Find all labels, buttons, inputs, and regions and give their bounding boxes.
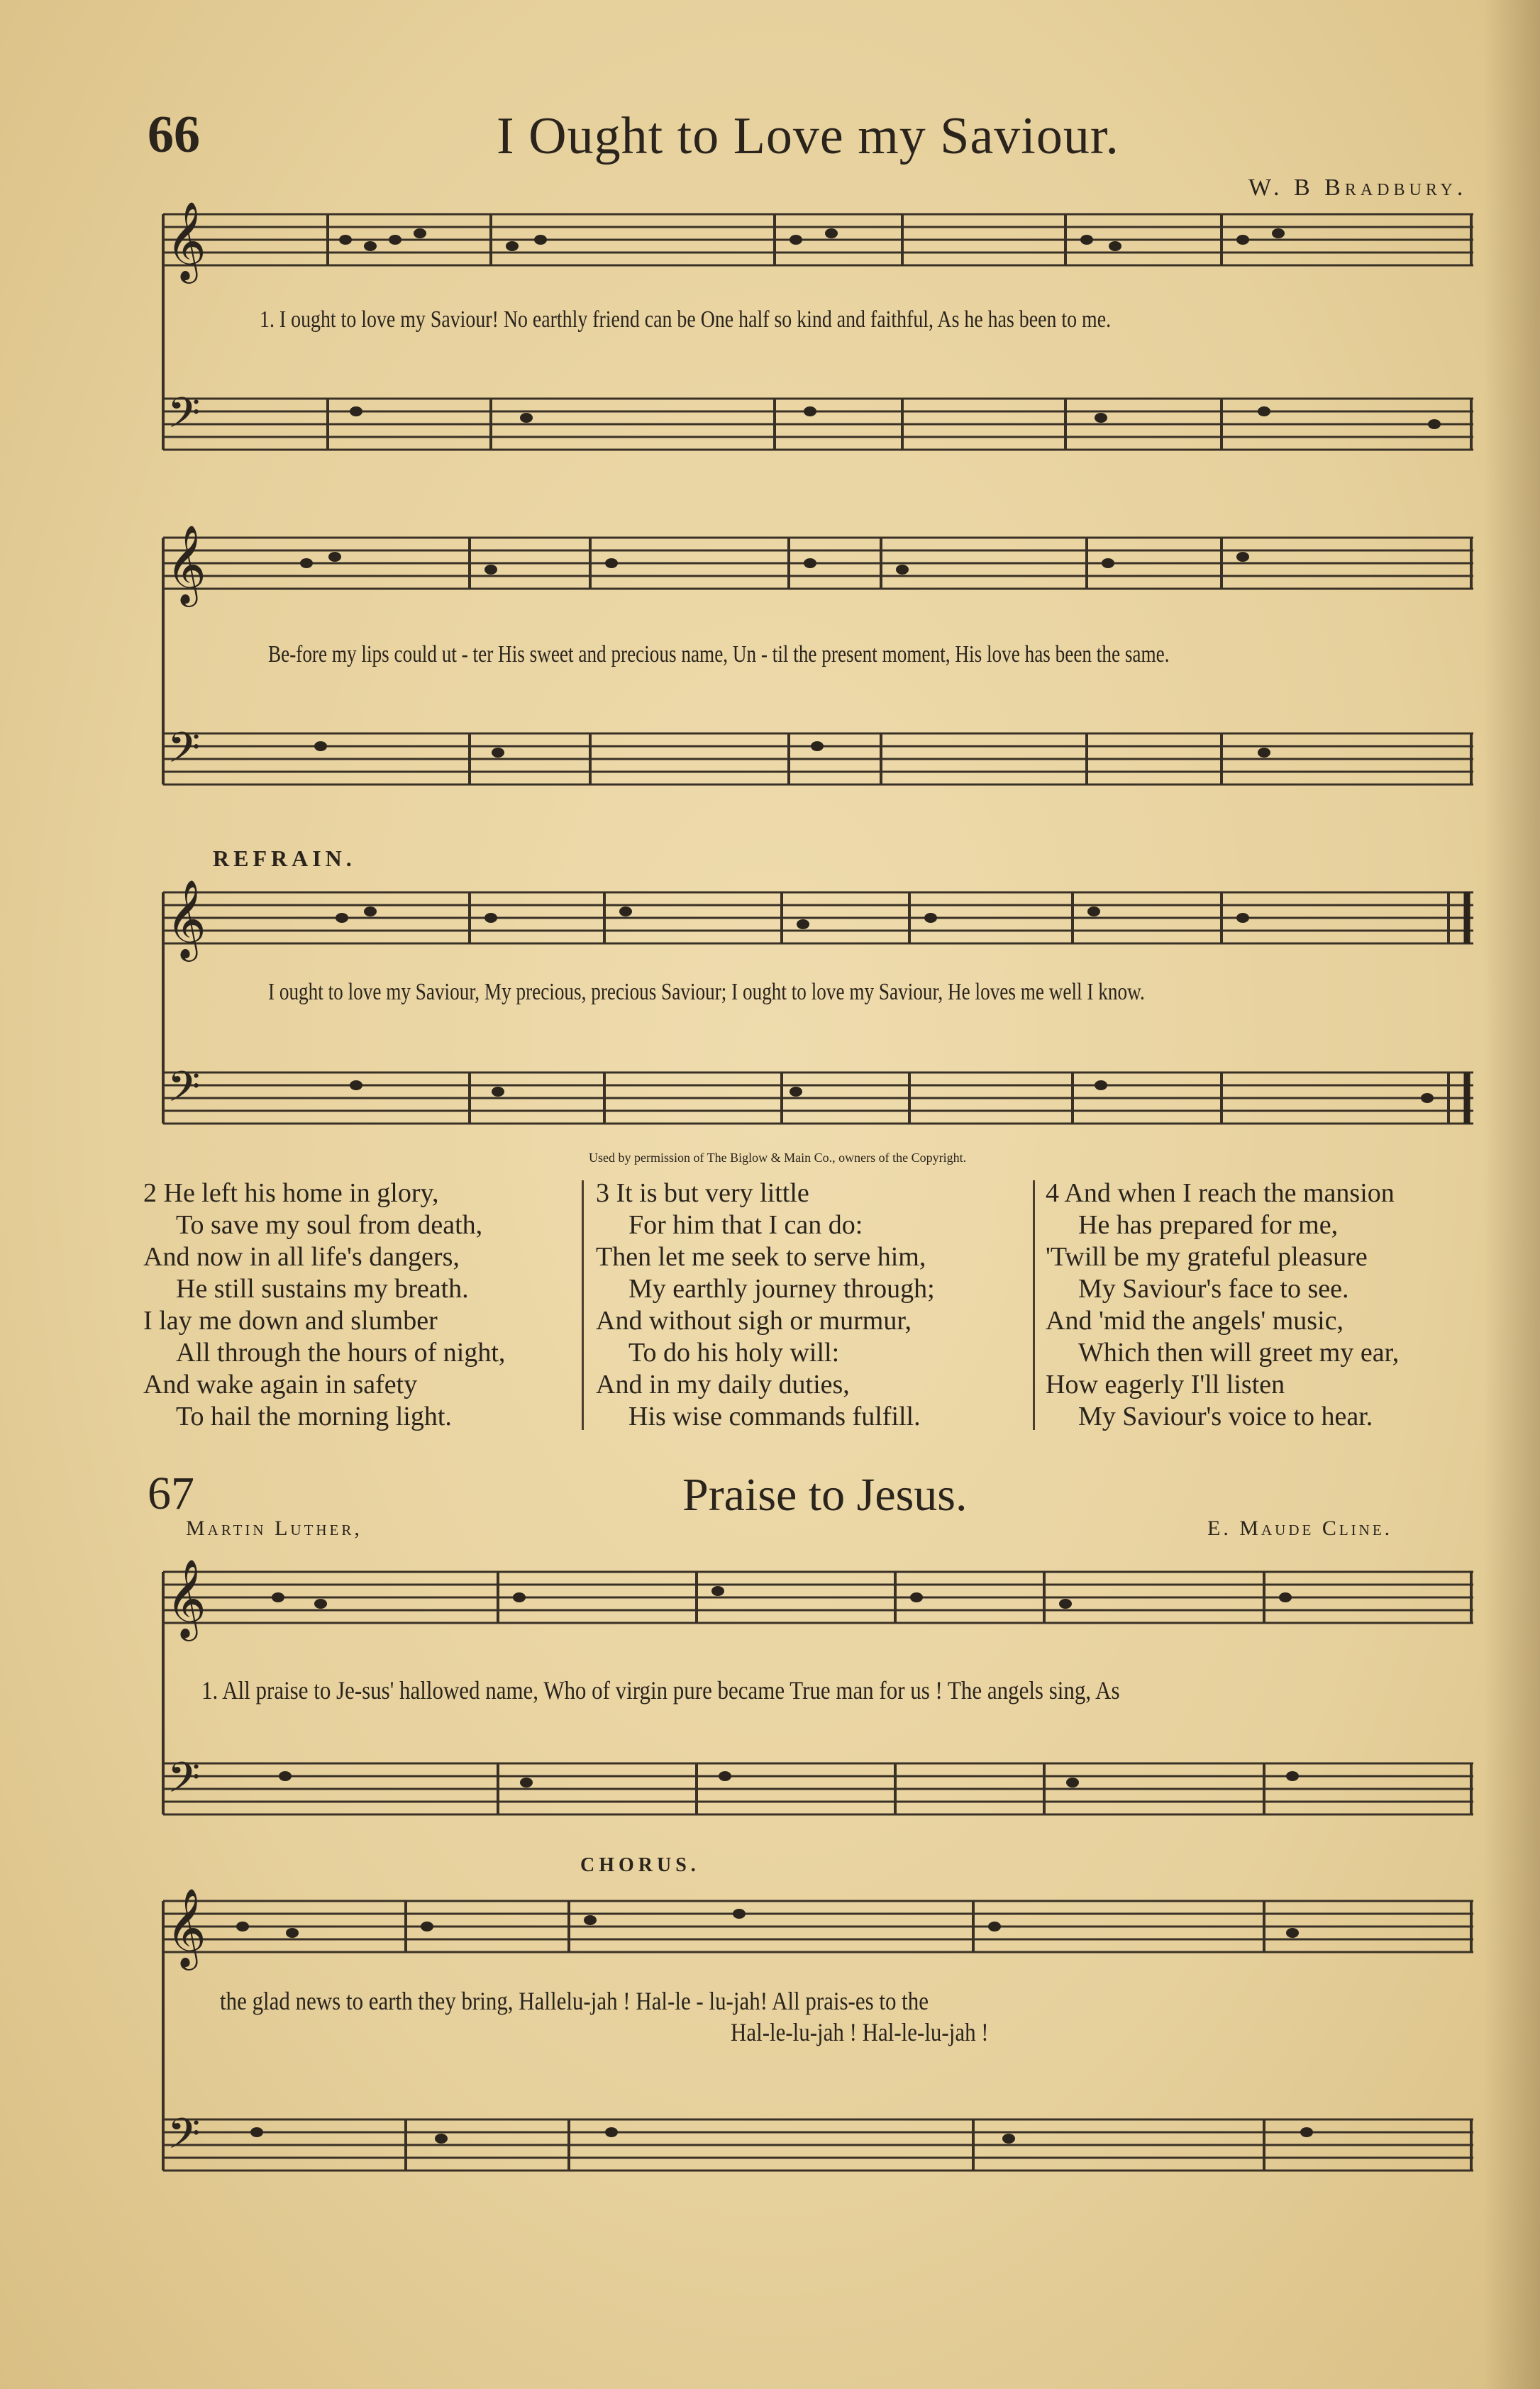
bass-staff-67-1: [163, 1753, 1473, 1814]
hymn-66-title: I Ought to Love my Saviour.: [497, 107, 1119, 165]
verse-line: And 'mid the angels' music,: [1046, 1306, 1344, 1336]
bass-staff-2: [163, 723, 1473, 785]
verse-line: My Saviour's voice to hear.: [1078, 1402, 1373, 1431]
verse-line: 3 It is but very little: [596, 1178, 809, 1208]
verse-line: I lay me down and slumber: [143, 1306, 438, 1336]
hymn-66-composer: W. B Bradbury.: [1248, 174, 1468, 201]
verse-line: To save my soul from death,: [176, 1210, 483, 1240]
treble-clef-icon: 𝄞: [166, 1888, 206, 1967]
hymn-66-lyrics-line-1: 1. I ought to love my Saviour! No earthly friend can be One half so kind and faithful, As he has been to me.: [260, 306, 1112, 333]
treble-staff-67-2: [163, 1888, 1473, 1970]
bass-staff-1: [163, 388, 1473, 450]
copyright-notice: Used by permission of The Biglow & Main Co., owners of the Copyright.: [589, 1151, 967, 1165]
hymn-67-lyrics-line-2: the glad news to earth they bring, Hallelu-jah ! Hal-le - lu-jah! All prais-es to the: [220, 1987, 929, 2015]
verse-line: For him that I can do:: [628, 1210, 863, 1240]
verse-line: To do his holy will:: [628, 1338, 840, 1368]
verse-line: To hail the morning light.: [176, 1402, 452, 1431]
verse-line: 'Twill be my grateful pleasure: [1046, 1242, 1368, 1272]
verse-line: My Saviour's face to see.: [1078, 1274, 1349, 1304]
verse-divider: [1033, 1180, 1035, 1430]
verse-line: Which then will greet my ear,: [1078, 1338, 1400, 1368]
bass-staff-refrain: [163, 1062, 1473, 1124]
verse-line: He has prepared for me,: [1078, 1210, 1339, 1240]
treble-clef-icon: 𝄞: [166, 879, 206, 958]
verse-line: He still sustains my breath.: [176, 1274, 469, 1304]
hymn-67-lyrics-line-2b: Hal-le-lu-jah ! Hal-le-lu-jah !: [731, 2018, 989, 2046]
verse-line: And wake again in safety: [143, 1370, 418, 1399]
hymn-66-lyrics-line-2: Be-fore my lips could ut - ter His sweet and precious name, Un - til the present moment, His love has been the same.: [268, 641, 1170, 667]
page-edge-shadow: [1483, 0, 1540, 2389]
treble-clef-icon: 𝄞: [166, 1558, 206, 1638]
hymn-67-lyrics-line-1: 1. All praise to Je-sus' hallowed name, Who of virgin pure became True man for us ! The angels sing, As: [201, 1676, 1120, 1705]
hymn-67-author: Martin Luther,: [186, 1517, 362, 1540]
bass-staff-67-2: [163, 2109, 1473, 2171]
bass-clef-icon: 𝄢: [167, 1062, 201, 1121]
bass-clef-icon: 𝄢: [167, 723, 201, 782]
verse-4: [1046, 1177, 1399, 1433]
treble-staff-1: [163, 201, 1473, 284]
verse-line: And without sigh or murmur,: [596, 1306, 912, 1336]
verse-line: All through the hours of night,: [176, 1338, 506, 1368]
verse-line: How eagerly I'll listen: [1046, 1370, 1285, 1399]
verse-2: [143, 1177, 505, 1433]
verse-line: My earthly journey through;: [628, 1274, 935, 1304]
verse-line: 4 And when I reach the mansion: [1046, 1178, 1395, 1208]
hymn-67-composer: E. Maude Cline.: [1207, 1517, 1393, 1540]
page-number: 66: [148, 106, 200, 164]
bass-clef-icon: 𝄢: [167, 1753, 201, 1812]
verse-line: And now in all life's dangers,: [143, 1242, 460, 1272]
verse-line: 2 He left his home in glory,: [143, 1178, 439, 1208]
treble-staff-refrain: [163, 879, 1473, 962]
treble-clef-icon: 𝄞: [166, 201, 206, 280]
chorus-label: CHORUS.: [580, 1854, 700, 1876]
refrain-lyrics: I ought to love my Saviour, My precious, precious Saviour; I ought to love my Saviour, He loves me well I know.: [268, 979, 1145, 1005]
refrain-label: REFRAIN.: [213, 846, 356, 871]
verse-line: And in my daily duties,: [596, 1370, 850, 1399]
bass-clef-icon: 𝄢: [167, 2109, 201, 2168]
treble-staff-2: [163, 524, 1473, 607]
verse-line: His wise commands fulfill.: [628, 1402, 921, 1431]
treble-staff-67-1: [163, 1558, 1473, 1641]
verse-divider: [582, 1180, 584, 1430]
hymn-67-number: 67: [148, 1468, 194, 1519]
verse-line: Then let me seek to serve him,: [596, 1242, 926, 1272]
hymn-67-title: Praise to Jesus.: [682, 1469, 968, 1521]
bass-clef-icon: 𝄢: [167, 388, 201, 448]
treble-clef-icon: 𝄞: [166, 524, 206, 604]
verse-3: [596, 1177, 935, 1433]
